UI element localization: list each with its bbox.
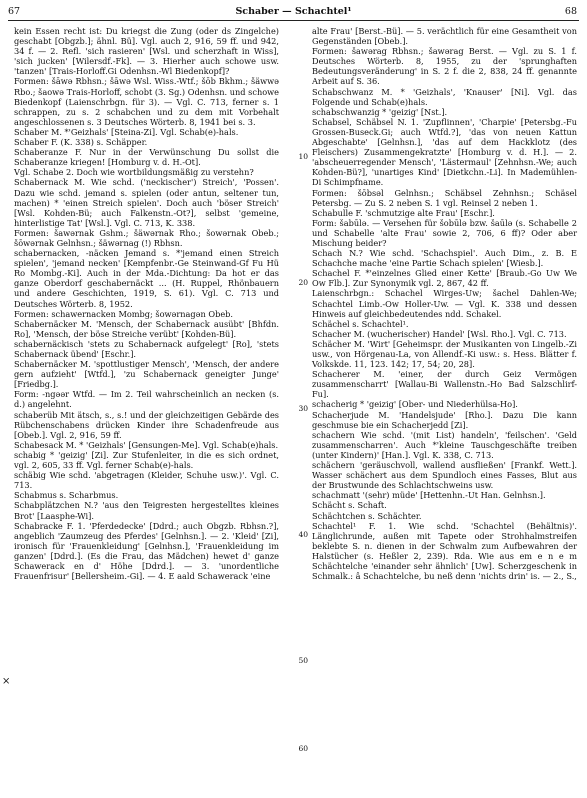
line-number: 50 (298, 656, 308, 665)
entry: schaberüb Mit ätsch, s., s.! und der gleichzeitigen Gebärde des Rübchenschabens drücken Kinder ihre Schadenfreude aus [Obeb.]. Vgl. 2, 916, 59 ff. (14, 409, 279, 440)
entry: Vgl. Schabe 2. Doch wie wortbildungsmäßig zu verstehn? (14, 167, 254, 178)
entry: Schächt s. Schaft. (312, 500, 387, 511)
entry: Formen: šāwə Rbhsn.; šāwə Wsl. Wiss.-Wtf.; šōb Bkhm.; šäwwə Rbo.; šaowə Trais-Horloff, schobt (3. Sg.) Odenhsn. und schowe Biedenkopf (Laienschrbgn. für 3). — Vgl. C. 713, ferner s. 1 schrappen, zu s. 2 schabchen und zu dem mit Vorbehalt angeschlossenen s. 3 Deutsches Wörterb. 8, 1941 bei s. 3. (14, 76, 279, 127)
entry: schäbig Wie schd. 'abgetragen (Kleider, Schuhe usw.)'. Vgl. C. 713. (14, 470, 279, 491)
entry: schabernacken, -näcken Jemand s. *'jemand einen Streich spielen', 'jemand necken' [Kempfenbr.-Ge Steinwand-Gf Fu Hü Ro Mombg.-Ki]. Auch in der Mda.-Dichtung: Da hot er das ganze Oberdorf geschabernäckt ... (H. Ruppel, Rhönbauern und andere Geschichten, 1919, S. 61). Vgl. C. 713 und Deutsches Wörterb. 8, 1952. (14, 248, 279, 309)
page-number-right: 68 (564, 6, 577, 17)
entry: Formen: šōbsəl Gelnhsn.; Schäbsel Zehnhsn.; Schäsel Petersbg. — Zu S. 2 neben S. 1 vgl. Reinsel 2 neben 1. (312, 187, 577, 208)
entry: schabernäckisch 'stets zu Schabernack aufgelegt' [Ro], 'stets Schabernack übend' [Eschr.]. (14, 338, 279, 359)
entry: schächern 'geräuschvoll, wallend ausfließen' [Frankf. Wett.]. Wasser schächert aus dem Spundloch eines Fasses, Blut aus der Brustwunde des Schlachtschweins usw. (312, 460, 577, 491)
entry: schachern Wie schd. '(mit List) handeln', 'feilschen'. 'Geld zusammenscharren'. Auch *'kleine Tauschgeschäfte treiben (unter Kindern)' [Han.]. Vgl. K. 338, C. 713. (312, 429, 577, 460)
entry: Schabesack M. * 'Geizhals' [Gensungen-Me]. Vgl. Schab(e)hals. (14, 439, 279, 450)
header-rule (8, 20, 579, 21)
entry: Form: -ngəər Wtfd. — Im 2. Teil wahrscheinlich an necken (s. d.) angelehnt. (14, 389, 279, 410)
entry: Schabsel, Schäbsel N. 1. 'Zupflinnen', 'Charpie' [Petersbg.-Fu Grossen-Buseck.Gi; auch Wtfd.?], 'das von neuen Kattun Abgeschabte' [Gelnhsn.], 'das auf dem Hackklotz (des Fleischers) Zusammengekratzte' [Homburg v. d. H.]. — 2. 'abscheuerregender Mensch', 'Lästermaul' [Zehnhsn.-We; auch Kohden-Bü?], 'unartiges Kind' [Dietkchn.-Li]. In Mademühlen-Di Schimpfname. (312, 116, 577, 188)
entry: Schacher M. (wucherischer) Handel' [Wsl. Rho.]. Vgl. C. 713. (312, 328, 567, 339)
margin-mark: × (2, 676, 11, 687)
entry: Schächtchen s. Schächter. (312, 510, 422, 521)
entry: Schabernäcker M. 'Mensch, der Schabernack ausübt' [Bhfdn. Ro], 'Mensch, der böse Streiche verübt' [Kohden-Bü]. (14, 318, 279, 339)
page-header (0, 6, 587, 20)
entry: Formen: šawərag Rbhsn.; šawərag Berst. — Vgl. zu S. 1 f. Deutsches Wörterb. 8, 1955, zu der 'sprunghaften Bedeutungsveränderung' in S. 2 f. die 2, 838, 24 ff. genannte Arbeit auf S. 36. (312, 46, 577, 87)
entry: Schabplätzchen N.? 'aus den Teigresten hergestelltes kleines Brot' [Laasphe-Wi]. (14, 500, 279, 521)
entry: Schacherer M. 'einer, der durch Geiz Vermögen zusammenscharrt' [Wallau-Bi Wallenstn.-Ho Bad Salzschlirf-Fu]. (312, 369, 577, 400)
left-column (14, 26, 279, 581)
entry: Schabschwanz M. * 'Geizhals', 'Knauser' [Ni]. Vgl. das Folgende und Schab(e)hals. (312, 86, 577, 107)
entry: Schachtel¹ F. 1. Wie schd. 'Schachtel (Behältnis)'. Länglichrunde, außen mit Tapete oder Strohhalmstreifen beklebte S. n. dienen in der Schwalm zum Aufbewahren der Halstücher (s. Heßler 2, 239). Rda. Wie aus em e n e m Schächtelche 'einander sehr ähnlich' [Uw]. Scherzgeschenk in Schmalk.: â Schachtelche, bu neß denn 'nichts drin' is. — 2., S., (312, 520, 577, 582)
entry: Schaber F. (K. 338) s. Schäpper. (14, 137, 148, 148)
entry: schabschwanzig * 'geizig' [Nst.]. (312, 106, 448, 117)
entry: Formen: schawernacken Mombg; šowərnagən Obeb. (14, 308, 234, 319)
entry: Schacherjude M. 'Handelsjude' [Rho.]. Dazu Die kann geschmuse bie ein Schacherjedd [Zi]. (312, 409, 577, 430)
entry: Formen: šawərnak Gshm.; šäwərnak Rho.; šowərnak Obeb.; šōwərnak Gelnhsn.; šäwərnag (!) Rbhsn. (14, 227, 279, 248)
entry: Schabulle F. 'schmutzige alte Frau' [Eschr.]. (312, 207, 495, 218)
line-number: 30 (298, 404, 308, 413)
entry: Form: šabūlə. — Versehen für šobūlə bzw. šaūlə (s. Schabelle 2 und Schabelle 'alte Frau' sowie 2, 706, 6 ff)? Oder aber Mischung beider? (312, 217, 577, 248)
line-number: 40 (298, 530, 308, 539)
entry: Schachel F. *'einzelnes Glied einer Kette' [Braub.-Go Uw We Ow Flb.]. Zur Synonymik vgl. 2, 867, 42 ff. (312, 268, 577, 289)
entry: Schaber M. *'Geizhals' [Steina-Zi]. Vgl. Schab(e)-hals. (14, 126, 239, 137)
line-number: 10 (298, 152, 308, 161)
entry: Schach N.? Wie schd. 'Schachspiel'. Auch Dim., z. B. E Schachche mache 'eine Partie Schach spielen' [Wiesb.]. (312, 248, 577, 269)
entry: Schabernäcker M. 'spottlustiger Mensch', 'Mensch, der andere gern aufzieht' [Wtfd.], 'zu Schabernack geneigter Junge' [Friedbg.]. (14, 359, 279, 390)
entry: schacherig * 'geizig' [Ober- und Niederhülsa-Ho]. (312, 399, 518, 410)
running-title: Schaber — Schachtel¹ (235, 6, 352, 17)
entry: kein Essen recht ist: Du kriegst die Zung (oder ds Zingelche) geschabt [Obgzb.]; ähnl. Bü]. Vgl. auch 2, 916, 59 ff. und 942, 34 f. — 2. Refl. 'sich rasieren' [Wsl. und scherzhaft in Wiss], 'sich jucken' [Wilersdf.-Fk]. — 3. Hierher auch schowe usw. 'tanzen' [Trais-Horloff.Gi Odenhsn.-Wl Biedenkopf]? (14, 26, 279, 77)
entry: Schabernack M. Wie schd. ('neckischer') Streich', 'Possen'. Dazu wie schd. jemand s. spielen (oder antun, seltener tun, machen) * 'einen Streich spielen'. Doch auch 'böser Streich' [Wsl. Kohden-Bü; auch Falkenstn.-Ot?], selbst 'gemeine, hinterlistige Tat' [Wsl.]. Vgl. C. 713, K. 338. (14, 177, 279, 228)
line-number: 20 (298, 278, 308, 287)
entry: Laienschrbgn.: Schachel Wirges-Uw; šachel Dahlen-We; Schachtel Limb.-Ow Holler-Uw. — Vgl. K. 338 und dessen Hinweis auf gleichbedeutendes ndd. Schakel. (312, 288, 577, 319)
entry: Schächer M. 'Wirt' [Geheimspr. der Musikanten von Lingelb.-Zi usw., von Hörgenau-La, von Allendf.-Ki usw.: s. Hess. Blätter f. Volkskde. 11, 123. 142; 17, 54; 20, 28]. (312, 338, 577, 370)
entry: Schabmus s. Scharbmus. (14, 490, 119, 501)
line-number: 60 (298, 744, 308, 753)
entry: Schabracke F. 1. 'Pferdedecke' [Ddrd.; auch Obgzb. Rbhsn.?], angeblich 'Zaumzeug des Pferdes' [Gelnhsn.]. — 2. 'Kleid' [Zi], ironisch für 'Frauenkleidung' [Gelnhsn.], 'Frauenkleidung im ganzen' [Ddrd.]. (Es die Frau, das Mädchen) hewet d' ganze Schawerack en d' Höhe [Ddrd.]. — 3. 'unordentliche Frauenfrisur' [Bellersheim.-Gi]. — 4. E aald Schawerack 'eine (14, 520, 279, 582)
entry: Schaberanze F. Nur in der Verwünschung Du sollst die Schaberanze kriegen! [Homburg v. d. H.-Ot]. (14, 147, 279, 168)
entry: alte Frau' [Berst.-Bü]. — 5. verächtlich für eine Gesamtheit von Gegenständen [Obeb.]. (312, 26, 577, 47)
entry: Schächel s. Schachtel¹. (312, 318, 409, 329)
entry: schabig * 'geizig' [Zi]. Zur Stufenleiter, in die es sich ordnet, vgl. 2, 605, 33 ff. Vgl. ferner Schab(e)-hals. (14, 449, 279, 471)
page-number-left: 67 (8, 6, 21, 17)
right-column (312, 26, 577, 581)
entry: schachmatt '(sehr) müde' [Hettenhn.-Ut Han. Gelnhsn.]. (312, 490, 546, 501)
